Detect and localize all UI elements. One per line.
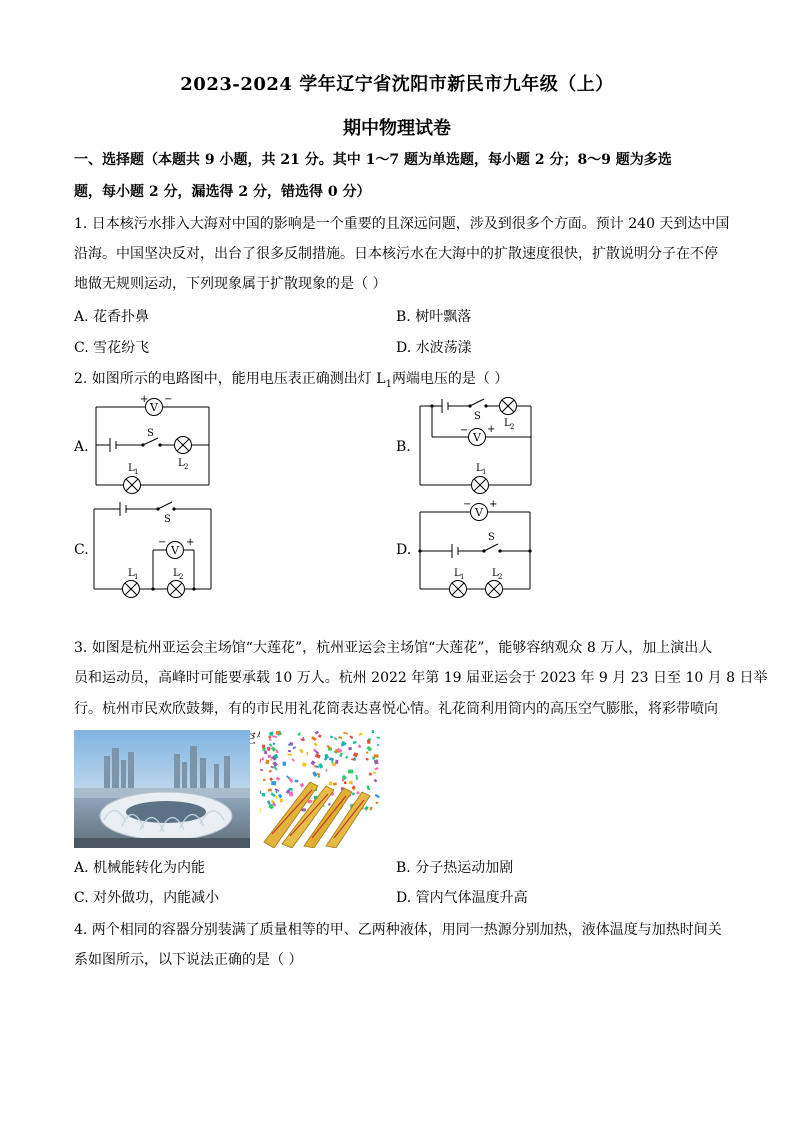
q1-option-b: B. 树叶飘落 (396, 309, 472, 325)
q2-option-b-label: B. (396, 439, 411, 455)
q2-option-c-label: C. (74, 542, 89, 558)
lamp2-a-label: L (178, 458, 185, 469)
confetti-piece (263, 779, 266, 781)
q3-option-a: A. 机械能转化为内能 (74, 860, 206, 876)
circuit-diagram-c (88, 496, 223, 601)
q2-stem-suffix: 两端电压的是（ ） (391, 371, 509, 387)
q1-option-c: C. 雪花纷飞 (74, 340, 150, 356)
lamp2-d-sub: 2 (498, 573, 503, 581)
lamp2-b-label: L (504, 418, 511, 429)
switch-a-label: S (147, 428, 154, 439)
lamp2-c-sub: 2 (179, 573, 184, 581)
q3-stem-line1: 3. 如图是杭州亚运会主场馆“大莲花”，杭州亚运会主场馆“大莲花”，能够容纳观众 8 万人，加上演出人 (74, 640, 713, 656)
lamp2-b-sub: 2 (510, 423, 515, 431)
voltmeter-a-label: V (150, 401, 158, 414)
q3-stem-line2: 员和运动员，高峰时可能要承载 10 万人。杭州 2022 年第 19 届亚运会于 2023 年 9 月 23 日至 10 月 8 日举 (74, 670, 768, 686)
q2-stem (74, 369, 724, 395)
q3-option-b: B. 分子热运动加剧 (396, 860, 514, 876)
q1-stem-line2: 沿海。中国坚决反对，出台了很多反制措施。日本核污水在大海中的扩散速度很快，扩散说明分子在不停 (74, 246, 718, 262)
confetti-piece (372, 730, 374, 733)
switch-b-label: S (474, 411, 481, 422)
confetti-piece (273, 743, 276, 745)
lamp1-d-sub: 1 (460, 573, 465, 581)
q1-stem-line3: 地做无规则运动，下列现象属于扩散现象的是（ ） (74, 276, 387, 292)
q4-stem-line1: 4. 两个相同的容器分别装满了质量相等的甲、乙两种液体，用同一热源分别加热，液体温度与加热时间关 (74, 922, 722, 938)
voltmeter-b-label: V (473, 431, 481, 444)
confetti-piece (326, 769, 328, 772)
lamp1-b-sub: 1 (482, 468, 487, 476)
confetti-piece (268, 789, 272, 792)
lamp1-a-sub: 1 (134, 468, 139, 476)
voltmeter-d-label: V (475, 506, 483, 519)
voltmeter-a-minus: − (164, 394, 173, 405)
q3-option-c: C. 对外做功，内能减小 (74, 890, 220, 906)
q2-option-a-label: A. (74, 439, 89, 455)
voltmeter-b-plus: + (487, 424, 496, 435)
confetti-piece (260, 759, 261, 763)
confetti-piece (348, 769, 353, 773)
circuit-diagram-d (412, 496, 547, 601)
q2-stem-sub: 1 (385, 378, 392, 390)
confetti-piece (374, 754, 379, 757)
q3-stem-line3: 行。杭州市民欢欣鼓舞，有的市民用礼花筒表达喜悦心情。礼花筒利用筒内的高压空气膨胀，将彩带喷向 (74, 701, 718, 717)
q1-option-d: D. 水波荡漾 (396, 340, 472, 356)
circuit-diagram-b (410, 392, 550, 497)
section-heading-line1: 一、选择题（本题共 9 小题，共 21 分。其中 1～7 题为单选题，每小题 2 分；8～9 题为多选 (74, 152, 672, 168)
confetti-piece (328, 803, 330, 805)
lamp1-c-label: L (128, 568, 135, 579)
exam-title-line1: 2023-2024 学年辽宁省沈阳市新民市九年级（上） (180, 74, 614, 95)
confetti-piece (280, 799, 283, 803)
switch-c-label: S (164, 514, 171, 525)
confetti-piece (331, 761, 333, 764)
voltmeter-c-label: V (171, 544, 179, 557)
confetti-piece (295, 780, 299, 783)
q1-stem-line1: 1. 日本核污水排入大海对中国的影响是一个重要的且深远问题，涉及到很多个方面。预计 240 天到达中国 (74, 216, 730, 232)
voltmeter-b-minus: − (460, 425, 469, 436)
confetti-piece (369, 773, 372, 776)
lamp2-d-label: L (492, 568, 499, 579)
confetti-piece (357, 791, 360, 794)
lamp1-d-label: L (454, 568, 461, 579)
voltmeter-a-plus: + (140, 394, 149, 405)
q2-stem-prefix: 2. 如图所示的电路图中，能用电压表正确测出灯 L (74, 371, 386, 387)
voltmeter-c-minus: − (158, 537, 167, 548)
confetti-piece (267, 754, 271, 758)
confetti-piece (288, 754, 292, 756)
q4-stem-line2: 系如图所示，以下说法正确的是（ ） (74, 952, 303, 968)
confetti-piece (271, 781, 276, 785)
circuit-diagram-a (88, 392, 218, 497)
lamp1-b-label: L (476, 463, 483, 474)
lamp1-a-label: L (128, 463, 135, 474)
lamp1-c-sub: 1 (134, 573, 139, 581)
stadium-photo (74, 730, 250, 848)
lamp2-c-label: L (173, 568, 180, 579)
q1-option-a: A. 花香扑鼻 (74, 309, 150, 325)
confetti-piece (262, 793, 266, 797)
party-popper-photo (260, 730, 380, 848)
confetti-piece (276, 731, 280, 735)
confetti-piece (283, 762, 287, 766)
voltmeter-c-plus: + (186, 537, 195, 548)
section-heading-line2: 题，每小题 2 分，漏选得 2 分，错选得 0 分） (74, 184, 371, 200)
voltmeter-d-plus: + (489, 499, 498, 510)
q2-option-d-label: D. (396, 542, 412, 558)
q3-option-d: D. 管内气体温度升高 (396, 890, 528, 906)
confetti-piece (377, 744, 379, 746)
exam-title-line2: 期中物理试卷 (343, 118, 451, 139)
switch-d-label: S (488, 532, 495, 543)
voltmeter-d-minus: − (463, 499, 472, 510)
lamp2-a-sub: 2 (184, 463, 189, 471)
